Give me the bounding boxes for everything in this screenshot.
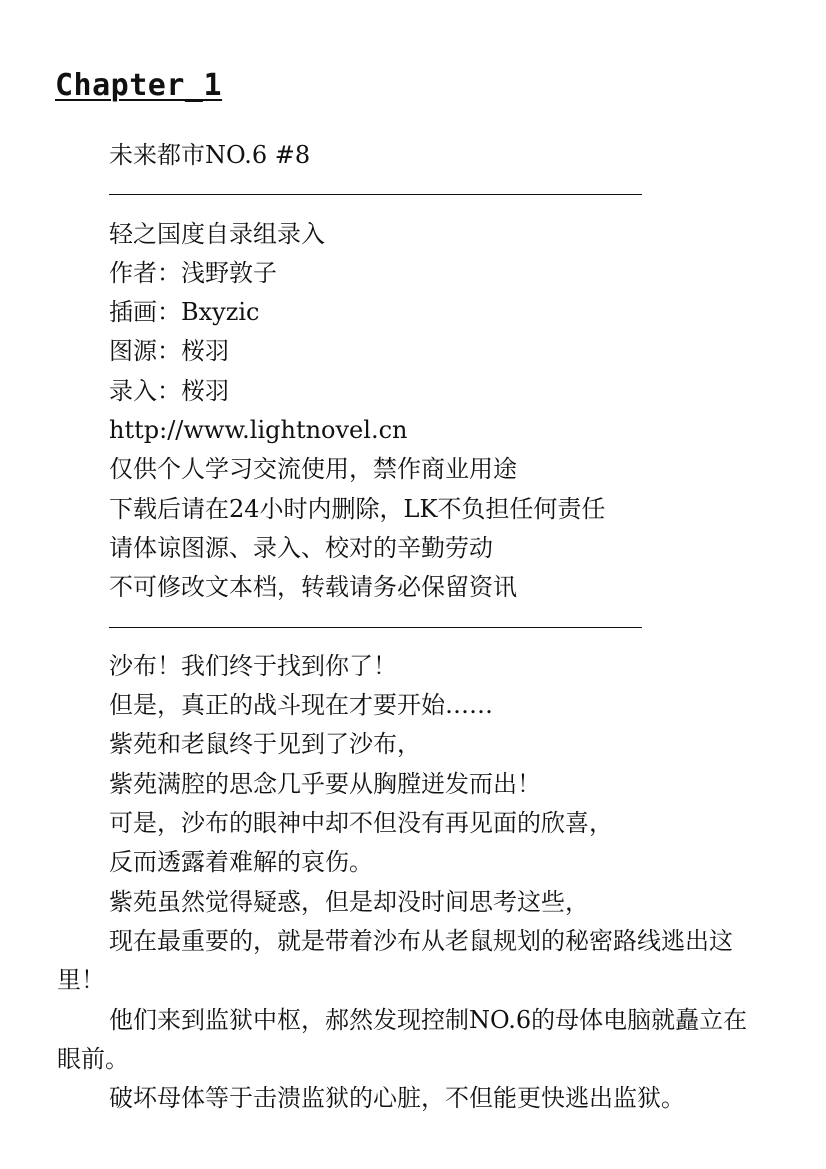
- story-paragraph: 紫苑虽然觉得疑惑，但是却没时间思考这些，: [109, 887, 589, 916]
- illustrator-line: 插画：Bxyzic: [109, 298, 260, 327]
- image-source-line: 图源：桜羽: [109, 337, 229, 366]
- story-paragraph: 紫苑和老鼠终于见到了沙布，: [109, 730, 421, 759]
- divider-line: [57, 175, 757, 214]
- notice-line: 下载后请在24小时内删除，LK不负担任何责任: [109, 494, 606, 523]
- story-paragraph: 沙布！我们终于找到你了！: [109, 651, 397, 680]
- story-paragraph: 但是，真正的战斗现在才要开始……: [109, 691, 493, 720]
- body-text: [57, 136, 757, 1118]
- typist-line: 录入：桜羽: [109, 376, 229, 405]
- story-paragraph: 他们来到监狱中枢，郝然发现控制NO.6的母体电脑就矗立在眼前。: [57, 1005, 748, 1073]
- chapter-title: Chapter_1: [55, 68, 223, 103]
- story-paragraph: 现在最重要的，就是带着沙布从老鼠规划的秘密路线逃出这里！: [57, 926, 733, 995]
- notice-line: 不可修改文本档，转载请务必保留资讯: [109, 573, 517, 602]
- notice-line: 仅供个人学习交流使用，禁作商业用途: [109, 455, 517, 484]
- story-paragraph: 反而透露着难解的哀伤。: [109, 848, 373, 877]
- divider-line: [57, 608, 757, 647]
- author-line: 作者：浅野敦子: [109, 258, 277, 287]
- url-line: http://www.lightnovel.cn: [109, 416, 408, 445]
- credit-group: 轻之国度自录组录入: [109, 219, 325, 248]
- notice-line: 请体谅图源、录入、校对的辛勤劳动: [109, 533, 493, 562]
- story-paragraph: 破坏母体等于击溃监狱的心脏，不但能更快逃出监狱。: [109, 1084, 685, 1113]
- series-title: 未来都市NO.6 #8: [109, 141, 311, 169]
- story-paragraph: 可是，沙布的眼神中却不但没有再见面的欣喜，: [109, 809, 613, 838]
- story-paragraph: 紫苑满腔的思念几乎要从胸膛迸发而出！: [109, 769, 541, 798]
